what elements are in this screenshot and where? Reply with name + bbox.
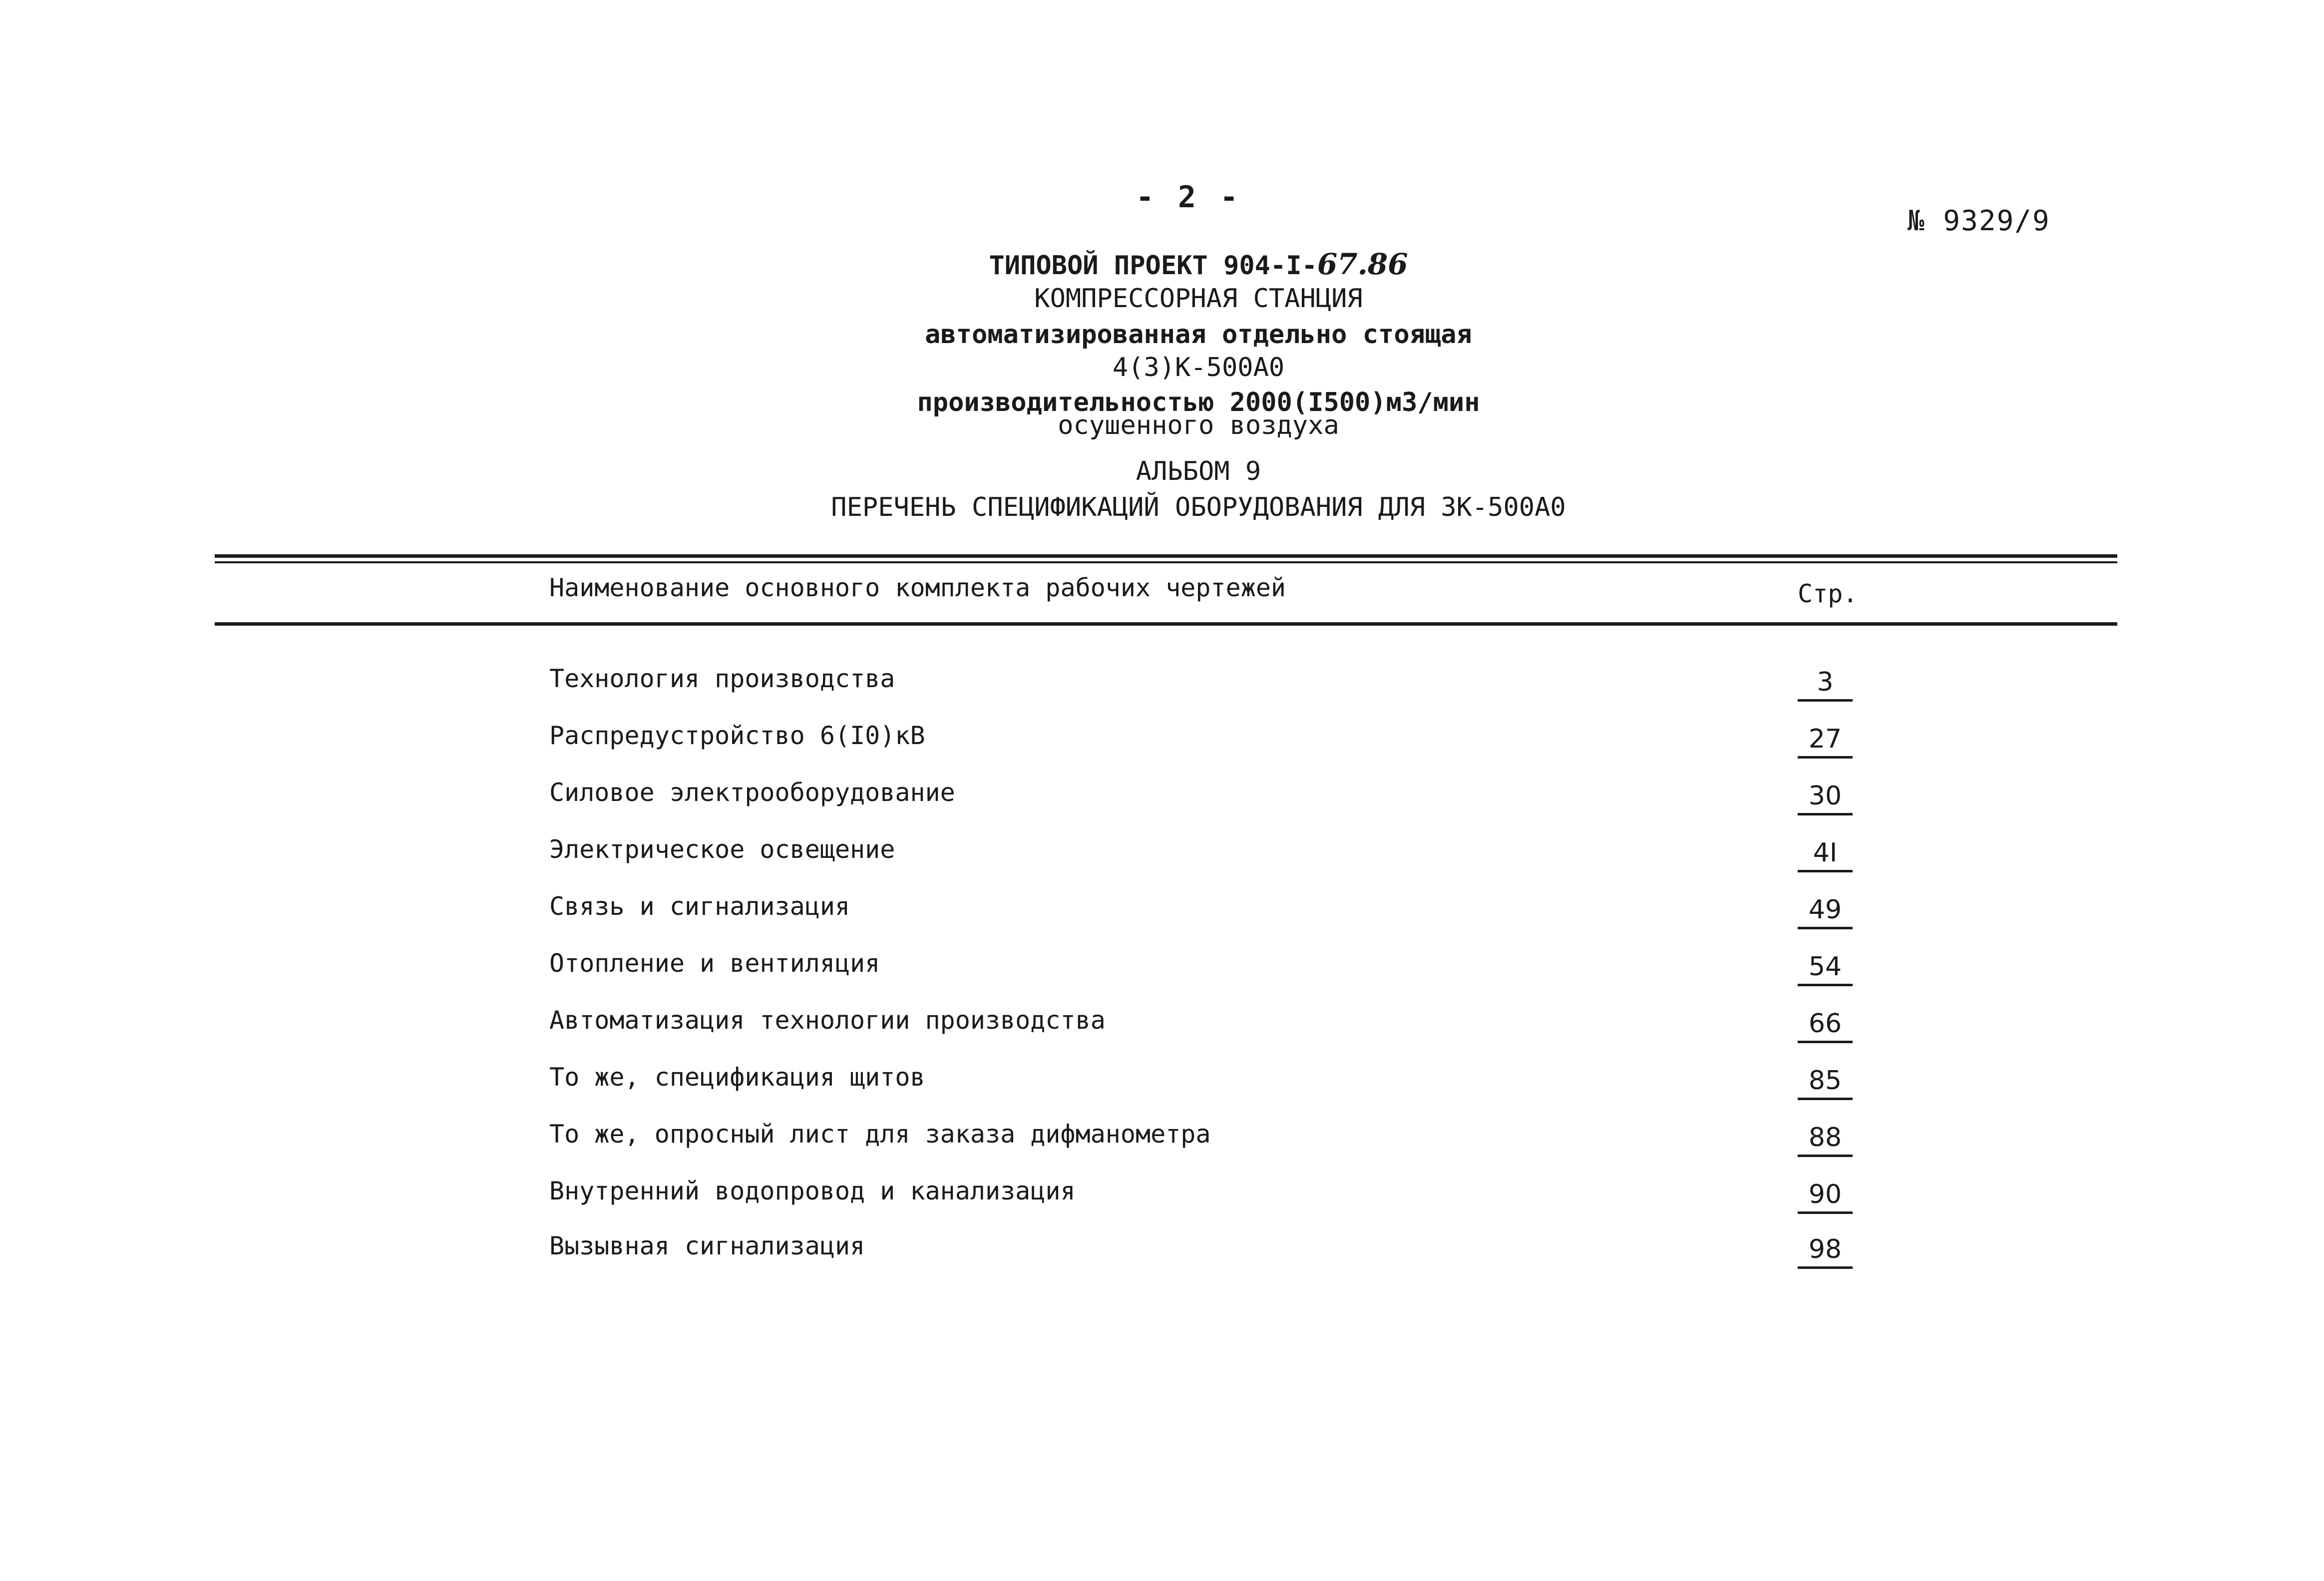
station-type: автоматизированная отдельно стоящая <box>925 320 1472 350</box>
list-item-page: 66 <box>1798 1009 1853 1043</box>
project-number-handwritten: 67.86 <box>1317 247 1408 281</box>
list-item-name: Отопление и вентиляция <box>549 949 880 978</box>
air-type-line: осушенного воздуха <box>1058 410 1339 440</box>
table-header-rule <box>215 622 2117 626</box>
list-item-name: То же, спецификация щитов <box>549 1063 925 1092</box>
capacity-line: производительностью 2000(I500)м3/мин <box>917 388 1480 417</box>
list-item-page: 90 <box>1798 1180 1853 1214</box>
list-item-name: Электрическое освещение <box>549 835 895 864</box>
album-number: АЛЬБОМ 9 <box>1136 456 1261 486</box>
table-top-rule-secondary <box>215 561 2117 563</box>
list-item-page: 88 <box>1798 1123 1853 1157</box>
document-number: № 9329/9 <box>1908 205 2050 237</box>
station-name: КОМПРЕССОРНАЯ СТАНЦИЯ <box>1034 284 1363 314</box>
list-item-page: 4I <box>1798 838 1853 872</box>
list-item-name: Вызывная сигнализация <box>549 1231 865 1260</box>
list-item-page: 49 <box>1798 895 1853 929</box>
column-header-page: Стр. <box>1798 579 1858 608</box>
list-item-page: 54 <box>1798 952 1853 986</box>
list-item-name: То же, опросный лист для заказа дифманометра <box>549 1120 1211 1149</box>
list-item-page: 3 <box>1798 667 1853 702</box>
list-item-name: Связь и сигнализация <box>549 892 850 921</box>
list-item-name: Внутренний водопровод и канализация <box>549 1177 1076 1205</box>
compressor-model: 4(3)К-500А0 <box>1112 353 1285 383</box>
project-title <box>749 247 1648 281</box>
list-item-name: Технология производства <box>549 664 895 693</box>
list-item-name: Силовое электрооборудование <box>549 778 955 807</box>
list-item-name: Автоматизация технологии производства <box>549 1006 1106 1035</box>
list-item-page: 27 <box>1798 724 1853 759</box>
list-item-name: Распредустройство 6(I0)кВ <box>549 721 925 750</box>
list-item-page: 30 <box>1798 781 1853 815</box>
table-top-rule <box>215 554 2117 558</box>
project-title-prefix: ТИПОВОЙ ПРОЕКТ 904-I- <box>989 251 1317 281</box>
column-header-name: Наименование основного комплекта рабочих чертежей <box>549 573 1286 602</box>
page-number: - 2 - <box>1136 180 1241 215</box>
list-item-page: 98 <box>1798 1234 1853 1269</box>
list-title: ПЕРЕЧЕНЬ СПЕЦИФИКАЦИЙ ОБОРУДОВАНИЯ ДЛЯ 3К-500А0 <box>831 492 1566 522</box>
list-item-page: 85 <box>1798 1066 1853 1100</box>
